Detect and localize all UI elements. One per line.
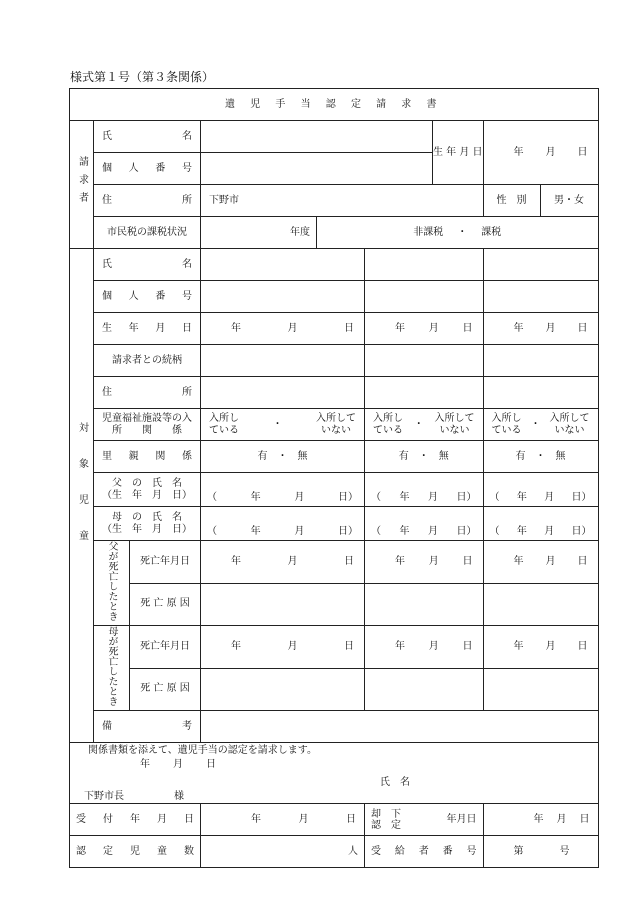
child-2-name[interactable] bbox=[365, 249, 484, 281]
child-2-father-death-date[interactable]: 年 月 日 bbox=[365, 541, 484, 584]
child-1-foster[interactable]: 有 ・ 無 bbox=[201, 441, 365, 473]
claimant-tax-status[interactable]: 非課税 ・ 課税 bbox=[317, 217, 599, 249]
child-address-label: 住 所 bbox=[94, 377, 201, 409]
claimant-name-field[interactable] bbox=[201, 121, 433, 153]
child-3-personal-number[interactable] bbox=[483, 281, 598, 313]
father-death-date-label: 死亡年月日 bbox=[130, 541, 201, 584]
child-2-father[interactable]: （ 年 月 日） bbox=[365, 473, 484, 507]
received-date-label: 受 付 年 月 日 bbox=[70, 804, 201, 836]
child-3-mother-death-date[interactable]: 年 月 日 bbox=[483, 626, 598, 669]
child-1-father-death-cause[interactable] bbox=[201, 583, 365, 626]
children-count-label: 認 定 児 童 数 bbox=[70, 836, 201, 868]
remarks-field[interactable] bbox=[201, 711, 599, 743]
declaration-date[interactable]: 年 月 日 bbox=[140, 759, 216, 770]
claimant-section-label: 請求者 bbox=[70, 121, 94, 249]
mother-name-label: 母 の 氏 名 （生 年 月 日） bbox=[94, 507, 201, 541]
child-3-mother[interactable]: （ 年 月 日） bbox=[483, 507, 598, 541]
child-2-mother-death-date[interactable]: 年 月 日 bbox=[365, 626, 484, 669]
child-2-foster[interactable]: 有 ・ 無 bbox=[365, 441, 484, 473]
child-3-father[interactable]: （ 年 月 日） bbox=[483, 473, 598, 507]
child-3-father-death-cause[interactable] bbox=[483, 583, 598, 626]
child-3-birthdate[interactable]: 年 月 日 bbox=[483, 313, 598, 345]
child-2-birthdate[interactable]: 年 月 日 bbox=[365, 313, 484, 345]
child-1-father[interactable]: （ 年 月 日） bbox=[201, 473, 365, 507]
application-form bbox=[69, 88, 599, 868]
claimant-sex-label: 性 別 bbox=[483, 185, 540, 217]
child-3-foster[interactable]: 有 ・ 無 bbox=[483, 441, 598, 473]
father-death-label: 父が死亡したとき bbox=[94, 541, 130, 626]
claimant-name-label: 氏 名 bbox=[94, 121, 201, 153]
child-2-mother-death-cause[interactable] bbox=[365, 668, 484, 711]
form-number: 様式第１号（第３条関係） bbox=[70, 70, 215, 84]
father-death-cause-label: 死 亡 原 因 bbox=[130, 583, 201, 626]
child-1-facility[interactable]: 入所し ている ・ 入所して いない bbox=[201, 409, 365, 441]
child-3-address[interactable] bbox=[483, 377, 598, 409]
children-count-field[interactable]: 人 bbox=[201, 836, 365, 868]
claimant-sex-field[interactable]: 男・女 bbox=[540, 185, 598, 217]
child-facility-label: 児童福祉施設等の入 所 関 係 bbox=[94, 409, 201, 441]
claimant-tax-year[interactable]: 年度 bbox=[201, 217, 317, 249]
child-1-mother-death-date[interactable]: 年 月 日 bbox=[201, 626, 365, 669]
signer-label: 氏 名 bbox=[380, 777, 410, 788]
addressee-honorific: 様 bbox=[174, 791, 184, 802]
child-personal-number-label: 個 人 番 号 bbox=[94, 281, 201, 313]
claimant-birthdate-label: 生 年 月 日 bbox=[433, 121, 484, 185]
child-3-name[interactable] bbox=[483, 249, 598, 281]
child-foster-label: 里 親 関 係 bbox=[94, 441, 201, 473]
received-date-field[interactable]: 年 月 日 bbox=[201, 804, 365, 836]
remarks-label: 備 考 bbox=[94, 711, 201, 743]
child-2-address[interactable] bbox=[365, 377, 484, 409]
child-1-personal-number[interactable] bbox=[201, 281, 365, 313]
claimant-address-field[interactable]: 下野市 bbox=[201, 185, 484, 217]
child-2-personal-number[interactable] bbox=[365, 281, 484, 313]
recipient-number-label: 受 給 者 番 号 bbox=[365, 836, 484, 868]
child-2-relation[interactable] bbox=[365, 345, 484, 377]
child-2-father-death-cause[interactable] bbox=[365, 583, 484, 626]
child-3-mother-death-cause[interactable] bbox=[483, 668, 598, 711]
children-section-label: 対象児童 bbox=[70, 249, 94, 743]
decision-date-field[interactable]: 年 月 日 bbox=[483, 804, 598, 836]
decision-date-label: 却 下 認 定 年月日 bbox=[365, 804, 484, 836]
child-1-father-death-date[interactable]: 年 月 日 bbox=[201, 541, 365, 584]
child-3-father-death-date[interactable]: 年 月 日 bbox=[483, 541, 598, 584]
claimant-address-label: 住 所 bbox=[94, 185, 201, 217]
child-2-facility[interactable]: 入所し ている ・ 入所して いない bbox=[365, 409, 484, 441]
child-birthdate-label: 生 年 月 日 bbox=[94, 313, 201, 345]
child-1-name[interactable] bbox=[201, 249, 365, 281]
mother-death-label: 母が死亡したとき bbox=[94, 626, 130, 711]
child-1-mother-death-cause[interactable] bbox=[201, 668, 365, 711]
child-1-birthdate[interactable]: 年 月 日 bbox=[201, 313, 365, 345]
child-1-mother[interactable]: （ 年 月 日） bbox=[201, 507, 365, 541]
father-name-label: 父 の 氏 名 （生 年 月 日） bbox=[94, 473, 201, 507]
recipient-number-field[interactable]: 第 号 bbox=[483, 836, 598, 868]
declaration-block bbox=[70, 743, 599, 804]
child-1-relation[interactable] bbox=[201, 345, 365, 377]
child-2-mother[interactable]: （ 年 月 日） bbox=[365, 507, 484, 541]
mother-death-cause-label: 死 亡 原 因 bbox=[130, 668, 201, 711]
child-name-label: 氏 名 bbox=[94, 249, 201, 281]
claimant-personal-number-field[interactable] bbox=[201, 153, 433, 185]
declaration-text: 関係書類を添えて、遺児手当の認定を請求します。 bbox=[88, 745, 317, 756]
claimant-personal-number-label: 個 人 番 号 bbox=[94, 153, 201, 185]
claimant-birthdate-field[interactable]: 年 月 日 bbox=[483, 121, 598, 185]
addressee: 下野市長 bbox=[84, 791, 124, 802]
child-3-relation[interactable] bbox=[483, 345, 598, 377]
form-title: 遺 児 手 当 認 定 請 求 書 bbox=[70, 89, 599, 121]
child-3-facility[interactable]: 入所し ている ・ 入所して いない bbox=[483, 409, 598, 441]
claimant-tax-label: 市民税の課税状況 bbox=[94, 217, 201, 249]
child-relation-label: 請求者との続柄 bbox=[94, 345, 201, 377]
mother-death-date-label: 死亡年月日 bbox=[130, 626, 201, 669]
child-1-address[interactable] bbox=[201, 377, 365, 409]
